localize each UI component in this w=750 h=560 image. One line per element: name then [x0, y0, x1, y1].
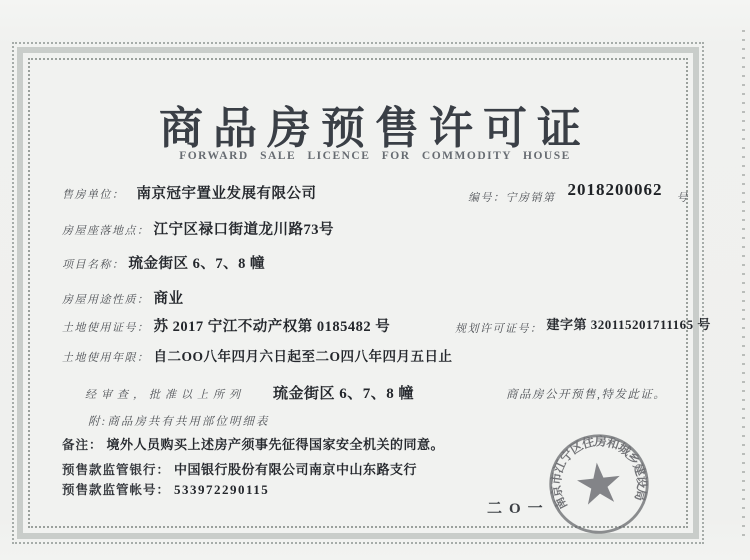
- land-cert-value: 苏 2017 宁江不动产权第 0185482 号: [153, 319, 391, 335]
- planning-label: 规划许可证号：: [455, 323, 543, 335]
- certificate-subtitle-en: FORWARD SALE LICENCE FOR COMMODITY HOUSE: [179, 150, 571, 162]
- land-term-label: 土地使用年限：: [62, 352, 150, 364]
- certificate-title: 商品房预售许可证: [159, 104, 591, 153]
- approval-suffix: 商品房公开预售,特发此证。: [506, 389, 667, 401]
- planning-value: 建字第 320115201711165 号: [546, 317, 711, 332]
- seal-star-icon: [575, 460, 622, 505]
- usage-label: 房屋用途性质：: [62, 294, 150, 306]
- planning-row: [455, 317, 711, 337]
- location-row: [62, 218, 334, 239]
- official-seal: [534, 419, 664, 549]
- land-term-row: [62, 345, 453, 366]
- usage-value: 商业: [153, 291, 184, 307]
- bank-value: 中国银行股份有限公司南京中山东路支行: [174, 462, 418, 477]
- serial-number: 2018200062: [567, 180, 663, 199]
- seal-agency-text: 南京市江宁区住房和城乡建设局: [549, 434, 649, 513]
- project-label: 项目名称：: [62, 259, 125, 271]
- approval-row: [85, 382, 666, 403]
- account-label: 预售款监管帐号：: [62, 483, 171, 497]
- project-value: 琉金街区 6、7、8 幢: [128, 256, 265, 272]
- approval-prefix: 经审查，批准以上所列: [85, 389, 245, 401]
- land-term-value: 自二OO八年四月六日起至二O四八年四月五日止: [153, 349, 453, 364]
- project-row: [62, 252, 265, 273]
- location-label: 房屋座落地点：: [62, 225, 150, 237]
- approval-project: 琉金街区 6、7、8 幢: [273, 386, 415, 402]
- bank-label: 预售款监管银行：: [62, 463, 171, 477]
- land-cert-row: [62, 315, 390, 336]
- usage-row: [62, 287, 184, 308]
- account-row: [62, 480, 269, 499]
- bank-row: [62, 459, 417, 479]
- issue-date-partial: 二O一: [487, 501, 550, 517]
- seller-value: 南京冠宇置业发展有限公司: [136, 186, 317, 202]
- serial-label: 编号：宁房销第: [468, 192, 556, 204]
- remark-label: 备注：: [62, 438, 103, 452]
- land-cert-label: 土地使用证号：: [62, 322, 150, 334]
- remark-row: [62, 434, 444, 454]
- attachment-text: 附:商品房共有共用部位明细表: [88, 416, 270, 428]
- serial-suffix: 号: [676, 192, 689, 204]
- remark-value: 境外人员购买上述房产须事先征得国家安全机关的同意。: [106, 437, 445, 452]
- seller-label: 售房单位：: [62, 189, 125, 201]
- seller-row: [62, 182, 317, 203]
- location-value: 江宁区禄口街道龙川路73号: [153, 222, 334, 238]
- attachment-row: [88, 412, 269, 430]
- serial-row: [468, 180, 689, 206]
- account-value: 533972290115: [174, 482, 270, 497]
